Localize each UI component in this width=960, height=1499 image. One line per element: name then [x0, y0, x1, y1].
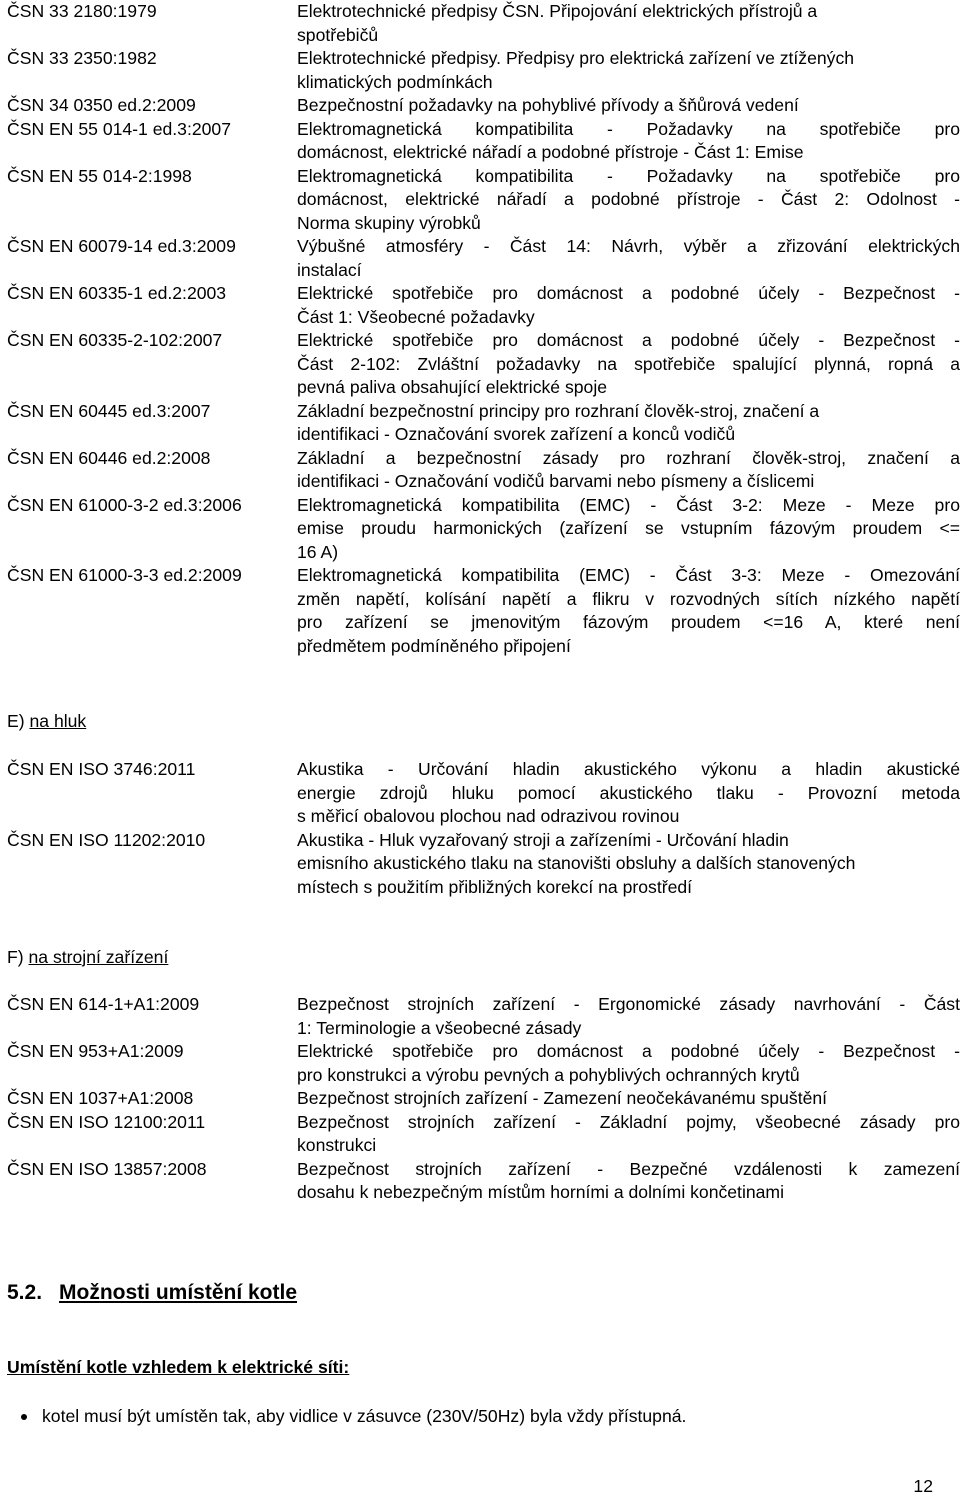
desc-line: energie zdrojů hluku pomocí akustického tlaku - Provozní metoda — [297, 782, 960, 803]
desc-line: identifikaci - Označování vodičů barvami nebo písmeny a číslicemi — [297, 471, 815, 491]
standard-code: ČSN EN 614-1+A1:2009 — [7, 994, 200, 1014]
standard-description — [297, 94, 960, 118]
standard-code: ČSN EN 55 014-2:1998 — [7, 165, 192, 186]
standard-row — [7, 829, 960, 900]
standard-description — [297, 329, 960, 400]
standards-list-machinery — [7, 993, 960, 1205]
desc-line: Norma skupiny výrobků — [297, 212, 481, 233]
standard-row — [7, 1111, 960, 1158]
heading-number: 5.2. — [7, 1281, 43, 1304]
desc-line: konstrukci — [297, 1135, 377, 1155]
standard-code: ČSN EN 61000-3-2 ed.3:2006 — [7, 494, 242, 515]
standard-description — [297, 1111, 960, 1158]
standard-description — [297, 758, 960, 829]
standard-row — [7, 758, 960, 829]
desc-line: Bezpečnostní požadavky na pohyblivé přívody a šňůrová vedení — [297, 95, 799, 115]
desc-line: pro zařízení se jmenovitým fázovým proudem <=16 A, které není — [297, 612, 960, 632]
standard-description — [297, 829, 960, 900]
desc-line: Elektromagnetická kompatibilita (EMC) - Část 3-2: Meze - Meze pro — [297, 494, 960, 515]
desc-line: identifikaci - Označování svorek zařízení a konců vodičů — [297, 424, 736, 444]
bullet-text: kotel musí být umístěn tak, aby vidlice v zásuvce (230V/50Hz) byla vždy přístupná. — [42, 1406, 687, 1426]
desc-line: Elektromagnetická kompatibilita - Požadavky na spotřebiče pro — [297, 165, 960, 186]
standard-description — [297, 993, 960, 1040]
standard-row — [7, 1040, 960, 1087]
desc-line: Základní bezpečnostní principy pro rozhraní člověk-stroj, značení a — [297, 400, 820, 421]
desc-line: předmětem podmíněného připojení — [297, 635, 571, 656]
section-heading — [7, 1280, 297, 1306]
desc-line: Část 1: Všeobecné požadavky — [297, 306, 535, 327]
desc-line: Bezpečnost strojních zařízení - Základní pojmy, všeobecné zásady pro — [297, 1111, 960, 1132]
standards-list-electrical — [7, 0, 960, 658]
desc-line: spotřebičů — [297, 24, 379, 45]
standard-row — [7, 1087, 960, 1111]
standard-row — [7, 47, 960, 94]
standard-row — [7, 0, 960, 47]
standard-code: ČSN EN 61000-3-3 ed.2:2009 — [7, 565, 242, 585]
section-prefix: F) — [7, 947, 24, 967]
desc-line: Základní a bezpečnostní zásady pro rozhraní člověk-stroj, značení a — [297, 447, 960, 468]
desc-line: Bezpečnost strojních zařízení - Ergonomické zásady navrhování - Část — [297, 994, 960, 1014]
standard-description — [297, 118, 960, 165]
standard-row — [7, 1158, 960, 1205]
standard-description — [297, 282, 960, 329]
standard-description — [297, 564, 960, 658]
standard-code: ČSN 34 0350 ed.2:2009 — [7, 95, 196, 115]
standards-list-noise — [7, 758, 960, 899]
standard-row — [7, 564, 960, 658]
desc-line: Výbušné atmosféry - Část 14: Návrh, výběr a zřizování elektrických — [297, 236, 960, 256]
standard-code: ČSN EN 953+A1:2009 — [7, 1041, 184, 1061]
section-f-heading — [7, 946, 168, 970]
desc-line: Akustika - Hluk vyzařovaný stroji a zařízeními - Určování hladin — [297, 829, 789, 850]
desc-line: klimatických podmínkách — [297, 71, 493, 92]
standard-description — [297, 0, 960, 47]
standard-code: ČSN EN 55 014-1 ed.3:2007 — [7, 118, 231, 139]
standard-row — [7, 282, 960, 329]
standard-description — [297, 447, 960, 494]
desc-line: instalací — [297, 259, 362, 280]
standard-row — [7, 447, 960, 494]
subheading: Umístění kotle vzhledem k elektrické síti: — [7, 1357, 350, 1377]
standard-code: ČSN EN 60445 ed.3:2007 — [7, 400, 211, 421]
page-number: 12 — [913, 1476, 933, 1496]
standard-row — [7, 329, 960, 400]
bullet-icon — [21, 1414, 27, 1420]
standard-row — [7, 94, 960, 118]
standard-description — [297, 47, 960, 94]
desc-line: změn napětí, kolísání napětí a flikru v rozvodných sítích nízkého napětí — [297, 588, 960, 609]
desc-line: emisního akustického tlaku na stanovišti obsluhy a dalších stanovených — [297, 853, 856, 873]
section-e-heading — [7, 710, 86, 734]
standard-code: ČSN 33 2180:1979 — [7, 1, 157, 21]
desc-line: dosahu k nebezpečným místům horními a dolními končetinami — [297, 1182, 784, 1202]
standard-code: ČSN EN ISO 13857:2008 — [7, 1158, 207, 1179]
standard-description — [297, 400, 960, 447]
heading-title: Možnosti umístění kotle — [59, 1281, 298, 1304]
standard-row — [7, 400, 960, 447]
desc-line: Bezpečnost strojních zařízení - Zamezení neočekávanému spuštění — [297, 1088, 828, 1108]
standard-code: ČSN EN ISO 12100:2011 — [7, 1111, 206, 1132]
desc-line: Akustika - Určování hladin akustického výkonu a hladin akustické — [297, 759, 960, 779]
standard-code: ČSN EN 1037+A1:2008 — [7, 1088, 194, 1108]
standard-description — [297, 494, 960, 565]
desc-line: Elektrické spotřebiče pro domácnost a podobné účely - Bezpečnost - — [297, 330, 960, 350]
standard-code: ČSN EN 60335-1 ed.2:2003 — [7, 283, 227, 303]
standard-description — [297, 1158, 960, 1205]
section-prefix: E) — [7, 711, 25, 731]
desc-line: emise proudu harmonických (zařízení se vstupním fázovým proudem <= — [297, 518, 960, 538]
standard-code: ČSN EN ISO 3746:2011 — [7, 759, 196, 779]
standard-code: ČSN EN 60446 ed.2:2008 — [7, 447, 211, 468]
standard-code: ČSN EN 60335-2-102:2007 — [7, 330, 223, 350]
desc-line: Elektrotechnické předpisy ČSN. Připojování elektrických přístrojů a — [297, 1, 818, 21]
desc-line: Bezpečnost strojních zařízení - Bezpečné vzdálenosti k zamezení — [297, 1158, 960, 1179]
section-title: na strojní zařízení — [28, 947, 169, 967]
standard-description — [297, 165, 960, 236]
standard-row — [7, 165, 960, 236]
desc-line: domácnost, elektrické nářadí a podobné přístroje - Část 2: Odolnost - — [297, 189, 960, 209]
desc-line: Elektrické spotřebiče pro domácnost a podobné účely - Bezpečnost - — [297, 1041, 960, 1061]
desc-line: domácnost, elektrické nářadí a podobné přístroje - Část 1: Emise — [297, 142, 804, 162]
standard-code: ČSN EN ISO 11202:2010 — [7, 829, 206, 850]
standard-description — [297, 235, 960, 282]
standard-code: ČSN 33 2350:1982 — [7, 48, 157, 68]
desc-line: pevná paliva obsahující elektrické spoje — [297, 377, 608, 397]
desc-line: Elektromagnetická kompatibilita (EMC) - Část 3-3: Meze - Omezování — [297, 565, 960, 585]
desc-line: Elektrotechnické předpisy. Předpisy pro elektrická zařízení ve ztížených — [297, 48, 855, 68]
standard-row — [7, 118, 960, 165]
desc-line: Elektromagnetická kompatibilita - Požadavky na spotřebiče pro — [297, 118, 960, 139]
standard-row — [7, 993, 960, 1040]
standard-row — [7, 494, 960, 565]
desc-line: Část 2-102: Zvláštní požadavky na spotřebiče spalující plynná, ropná a — [297, 353, 960, 374]
bullet-item — [21, 1405, 686, 1429]
desc-line: s měřicí obalovou plochou nad odrazivou rovinou — [297, 806, 680, 826]
standard-row — [7, 235, 960, 282]
section-title: na hluk — [29, 711, 87, 731]
standard-description — [297, 1040, 960, 1087]
desc-line: 16 A) — [297, 541, 339, 562]
desc-line: místech s použitím přibližných korekcí na prostředí — [297, 876, 693, 897]
standard-description — [297, 1087, 960, 1111]
desc-line: Elektrické spotřebiče pro domácnost a podobné účely - Bezpečnost - — [297, 283, 960, 303]
standard-code: ČSN EN 60079-14 ed.3:2009 — [7, 236, 236, 256]
desc-line: pro konstrukci a výrobu pevných a pohyblivých ochranných krytů — [297, 1064, 800, 1085]
desc-line: 1: Terminologie a všeobecné zásady — [297, 1017, 582, 1038]
